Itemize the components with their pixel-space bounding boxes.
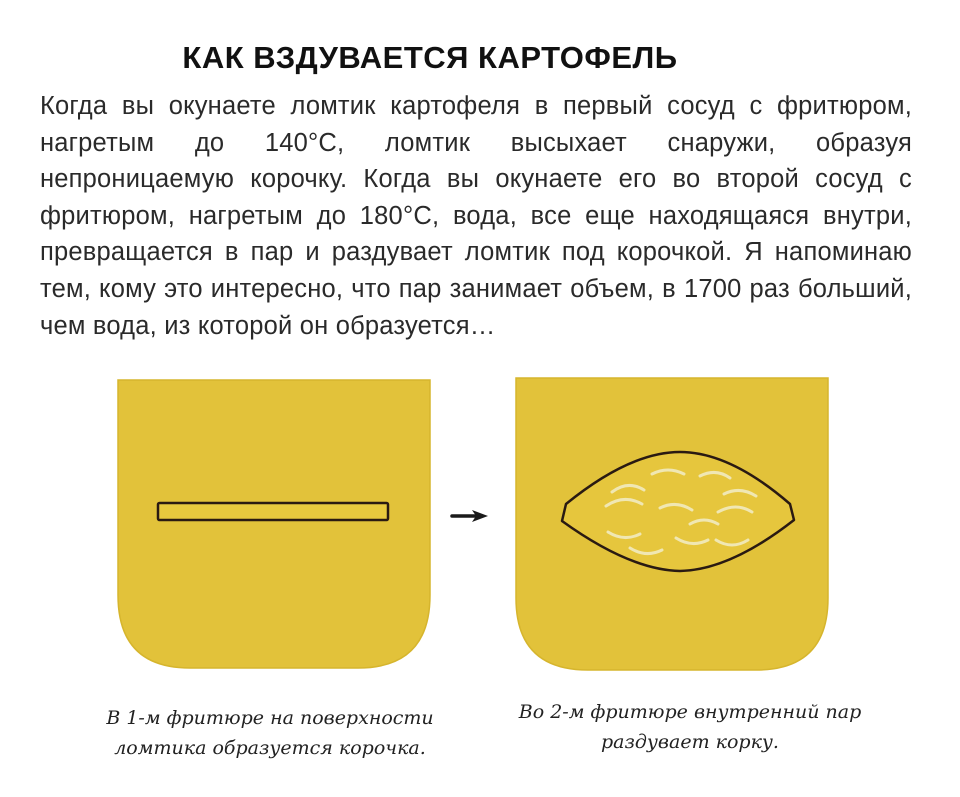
body-paragraph: Когда вы окунаете ломтик картофеля в первый сосуд с фритюром, нагретым до 140°С, ломтик высыхает снаружи, образуя непроницаемую корочку. Когда вы окунаете его во второй сосуд с фритюром, нагретым до 180°С, вода, все еще находящаяся внутри, превращается в пар и раздувает ломтик под корочкой. Я напоминаю тем, кому это интересно, что пар занимает объем, в 1700 раз больший, чем вода, из которой он образуется…: [40, 92, 912, 340]
arrow-icon: [452, 510, 488, 522]
first-fryer-vessel: [118, 380, 430, 668]
page-title: КАК ВЗДУВАЕТСЯ КАРТОФЕЛЬ: [182, 40, 678, 75]
caption-second-fryer: Во 2-м фритюре внутренний пар раздувает корку.: [518, 701, 862, 753]
potato-slice-crust: [158, 503, 388, 520]
caption-first-fryer: В 1-м фритюре на поверхности ломтика образуется корочка.: [106, 707, 434, 759]
